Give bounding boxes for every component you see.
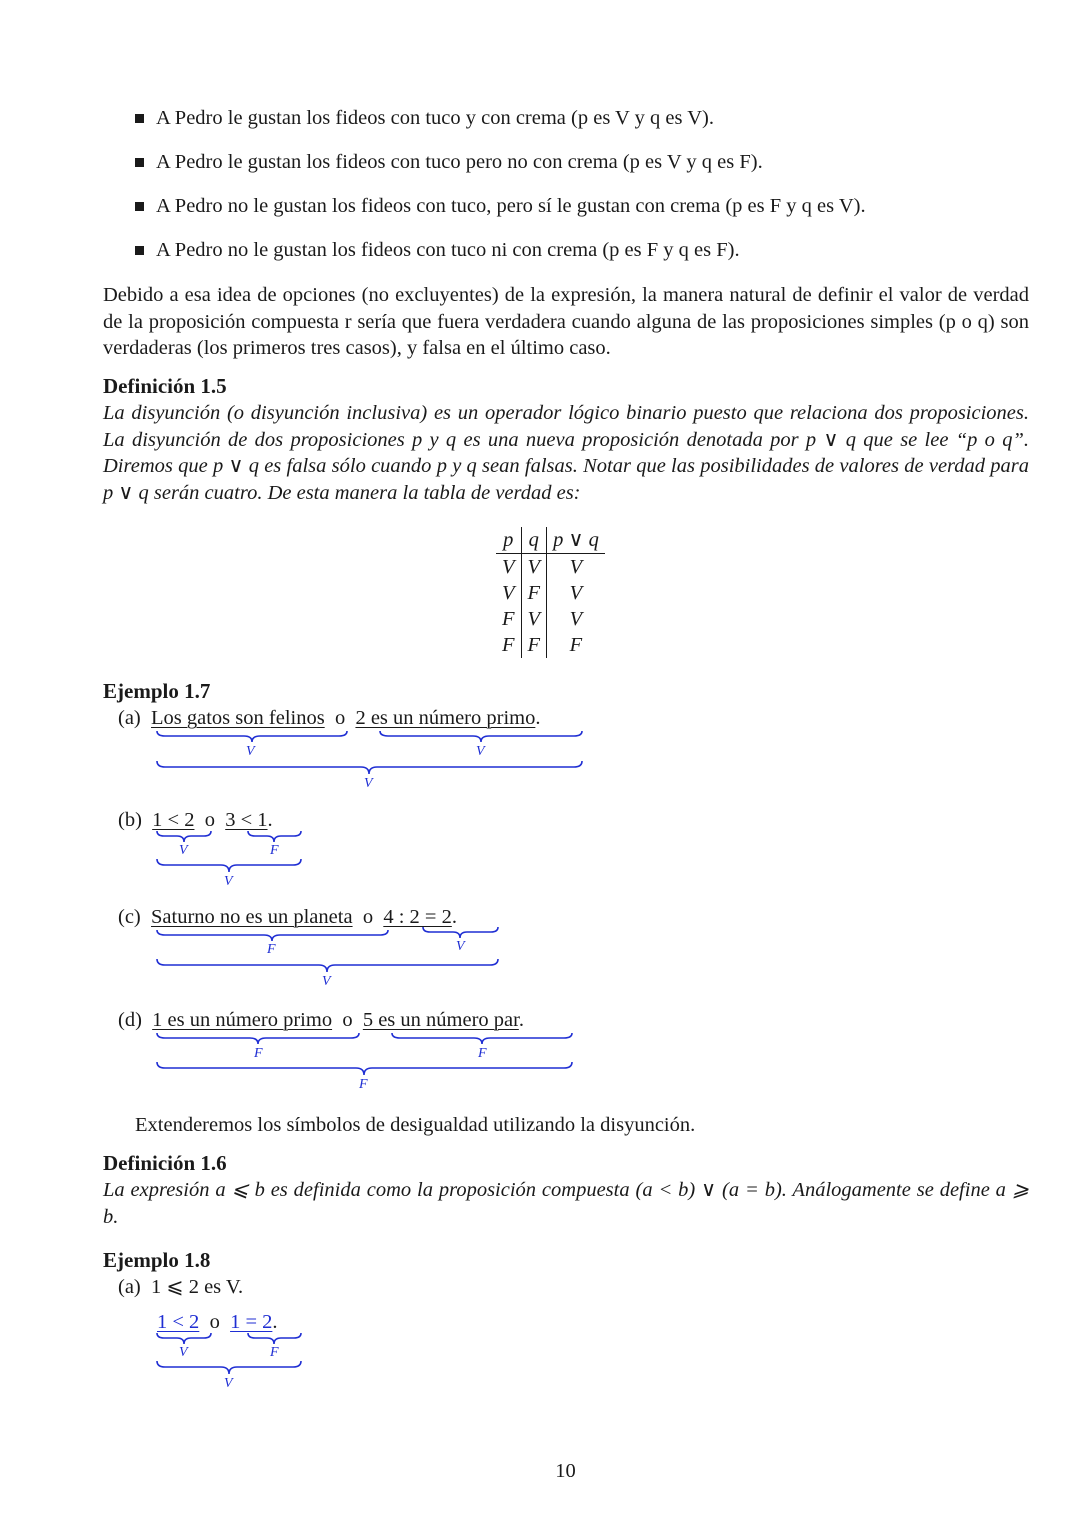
item-label: (b) — [118, 809, 142, 831]
table-cell: F — [521, 580, 547, 606]
period: . — [272, 1311, 278, 1333]
truth-value-label: V — [224, 1376, 233, 1391]
underbrace — [157, 1333, 211, 1345]
truth-value-label: V — [179, 1345, 188, 1360]
proposition-right: 2 es un número primo — [355, 707, 536, 729]
bullet-item: A Pedro no le gustan los fideos con tuco ni con crema (p es F y q es F). — [156, 239, 740, 261]
definition-title: Definición 1.5 — [103, 374, 227, 398]
bullet-marker — [135, 114, 144, 123]
period: . — [518, 1009, 524, 1031]
bullet-marker — [135, 246, 144, 255]
truth-value-label: V — [224, 874, 233, 889]
connective: o — [342, 1009, 353, 1031]
table-cell: F — [569, 634, 583, 656]
underbrace — [157, 859, 301, 873]
proposition-right: 5 es un número par — [362, 1009, 519, 1031]
table-cell: V — [569, 556, 583, 578]
definition-title: Definición 1.6 — [103, 1151, 227, 1175]
underbrace — [157, 1033, 359, 1045]
item-text: 1 ⩽ 2 es V. — [151, 1276, 244, 1298]
underbrace — [157, 959, 498, 973]
bullet-item: A Pedro no le gustan los fideos con tuco, pero sí le gustan con crema (p es F y q es V). — [156, 195, 866, 217]
example-item-c — [118, 904, 457, 930]
truth-value-label: F — [359, 1077, 368, 1092]
example-item-a — [118, 1274, 243, 1300]
bullet-marker — [135, 158, 144, 167]
page-number: 10 — [555, 1460, 576, 1482]
underbrace — [392, 1033, 572, 1045]
table-row — [496, 632, 605, 658]
proposition-right: 3 < 1 — [225, 809, 268, 831]
underbrace — [157, 1062, 572, 1076]
definition-body: La expresión a ⩽ b es definida como la proposición compuesta (a < b) ∨ (a = b). Análogamente se define a ⩾ b. — [103, 1179, 1029, 1228]
header-q: q — [521, 527, 547, 554]
connective: o — [204, 809, 215, 831]
table-cell: F — [521, 632, 547, 658]
header-p: p — [496, 527, 521, 554]
proposition-right: 1 = 2 — [230, 1311, 273, 1333]
definition-body: La disyunción (o disyunción inclusiva) es un operador lógico binario puesto que relaciona dos proposiciones. La disyunción de dos proposiciones p y q es una nueva proposición denotada por p ∨ q que se lee “p o q”. Diremos que p ∨ q es falsa sólo cuando p y q sean falsas. Notar que las posibilidades de valores de verdad para p ∨ q serán cuatro. De esta manera la tabla de verdad es: — [103, 402, 1029, 504]
proposition-left: 1 es un número primo — [152, 1009, 333, 1031]
underbrace — [423, 927, 498, 939]
example-derivation — [157, 1309, 278, 1335]
table-row — [496, 554, 605, 581]
table-cell: V — [569, 608, 583, 630]
truth-table-header — [496, 527, 605, 554]
underbrace — [380, 731, 582, 743]
underbrace — [248, 1333, 301, 1345]
proposition-right: 4 : 2 = 2 — [383, 906, 452, 928]
table-cell: V — [496, 554, 521, 581]
table-cell: V — [496, 580, 521, 606]
bullet-item: A Pedro le gustan los fideos con tuco y con crema (p es V y q es V). — [156, 107, 714, 129]
connective: o — [334, 707, 346, 729]
truth-value-label: V — [246, 744, 255, 759]
underbrace — [157, 930, 388, 942]
connective: o — [209, 1311, 220, 1333]
proposition-left: 1 < 2 — [157, 1311, 200, 1333]
example-title: Ejemplo 1.8 — [103, 1248, 211, 1272]
proposition-left: Los gatos son felinos — [151, 707, 325, 729]
example-title: Ejemplo 1.7 — [103, 679, 211, 703]
header-p-or-q: p ∨ q — [547, 527, 605, 554]
period: . — [451, 906, 457, 928]
truth-value-label: V — [476, 744, 485, 759]
truth-value-label: F — [478, 1046, 487, 1061]
truth-value-label: V — [179, 843, 188, 858]
underbrace — [157, 731, 347, 743]
underbrace — [248, 831, 301, 843]
item-label: (d) — [118, 1009, 142, 1031]
example-item-b — [118, 807, 273, 833]
truth-value-label: V — [364, 776, 373, 791]
table-row — [496, 606, 605, 632]
table-cell: V — [569, 582, 583, 604]
example-item-a — [118, 705, 540, 731]
paragraph: Debido a esa idea de opciones (no excluyentes) de la expresión, la manera natural de definir el valor de verdad de la proposición compuesta r sería que fuera verdadera cuando alguna de las proposiciones simples (p o q) son verdaderas (los primeros tres casos), y falsa en el último caso. — [103, 284, 1029, 359]
underbrace — [157, 1361, 301, 1375]
bullet-item: A Pedro le gustan los fideos con tuco pero no con crema (p es V y q es F). — [156, 151, 763, 173]
underbrace — [157, 761, 582, 775]
proposition-left: Saturno no es un planeta — [151, 906, 353, 928]
table-cell: F — [496, 606, 521, 632]
paragraph: Extenderemos los símbolos de desigualdad utilizando la disyunción. — [135, 1114, 696, 1136]
connective: o — [362, 906, 374, 928]
truth-value-label: F — [254, 1046, 263, 1061]
underbrace — [157, 831, 211, 843]
table-cell: V — [521, 554, 547, 581]
item-label: (a) — [118, 1276, 141, 1298]
item-label: (c) — [118, 906, 141, 928]
truth-table — [496, 527, 605, 658]
proposition-left: 1 < 2 — [152, 809, 195, 831]
table-cell: F — [496, 632, 521, 658]
table-cell: V — [521, 606, 547, 632]
truth-value-label: V — [456, 939, 465, 954]
truth-value-label: F — [270, 1345, 279, 1360]
item-label: (a) — [118, 707, 141, 729]
table-row — [496, 580, 605, 606]
example-item-d — [118, 1007, 524, 1033]
truth-value-label: V — [322, 974, 331, 989]
period: . — [535, 707, 541, 729]
bullet-marker — [135, 202, 144, 211]
period: . — [267, 809, 273, 831]
truth-value-label: F — [267, 942, 276, 957]
truth-value-label: F — [270, 843, 279, 858]
